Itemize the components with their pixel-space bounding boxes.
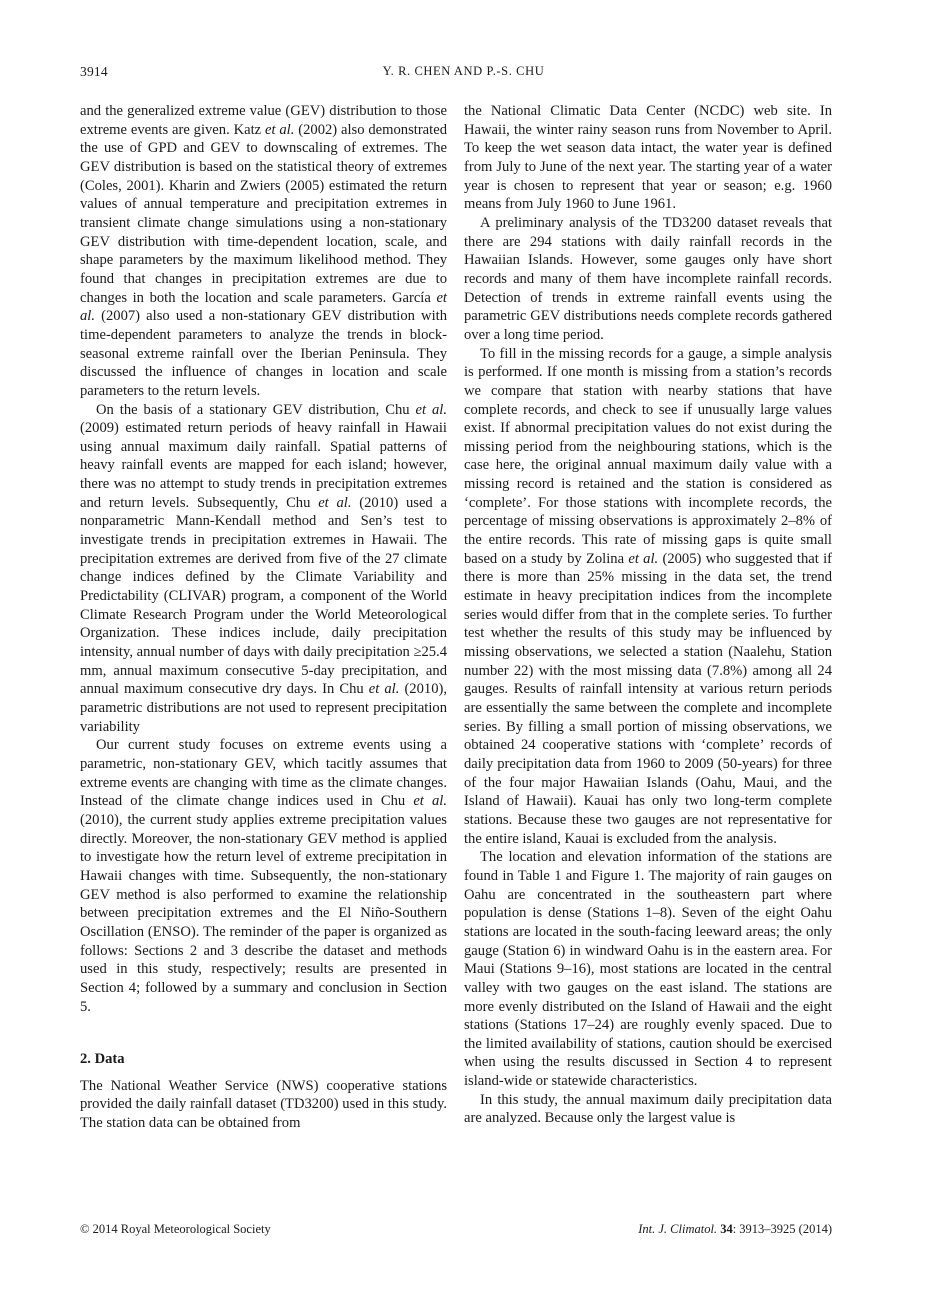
right-paragraph-4: The location and elevation information of the stations are found in Table 1 and Figure 1. The majority of rain gauges on Oahu are concentrated in the southeastern part where population is dense (Stations 1–8). Seven of the eight Oahu stations are located in the south-facing leeward areas; the only gauge (Station 6) in windward Oahu is in the eastern area. For Maui (Stations 9–16), most stations are located in the central valley with two gauges on the east island. The stations are more evenly distributed on the Island of Hawaii and the eight stations (Stations 17–24) are roughly evenly spaced. Due to the limited availability of stations, caution should be exercised when using the results discussed in Section 4 to represent island-wide or statewide characteristics. <box>464 849 832 1090</box>
right-column <box>464 102 832 1128</box>
section-heading-data: 2. Data <box>80 1051 125 1068</box>
journal-pages: : 3913–3925 (2014) <box>732 1222 832 1236</box>
page-number: 3914 <box>80 64 108 79</box>
journal-citation <box>638 1222 832 1237</box>
left-paragraph-2: On the basis of a stationary GEV distribution, Chu et al. (2009) estimated return periods of heavy rainfall in Hawaii using annual maximum daily rainfall. Spatial patterns of heavy rainfall events are mapped for each island; however, there was no attempt to study trends in precipitation extremes and return levels. Subsequently, Chu et al. (2010) used a nonparametric Mann-Kendall method and Sen’s test to investigate trends in precipitation extremes in Hawaii. The precipitation extremes are derived from five of the 27 climate change indices defined by the Climate Variability and Predictability (CLIVAR) program, a component of the World Climate Research Program under the World Meteorological Organization. These indices include, daily precipitation intensity, annual number of days with daily precipitation ≥25.4 mm, annual maximum consecutive 5-day precipitation, and annual maximum consecutive dry days. In Chu et al. (2010), parametric distributions are not used to represent precipitation variability <box>80 401 448 735</box>
right-paragraph-5: In this study, the annual maximum daily precipitation data are analyzed. Because only the largest value is <box>464 1091 832 1127</box>
right-paragraph-1: the National Climatic Data Center (NCDC) web site. In Hawaii, the winter rainy season runs from November to April. To keep the wet season data intact, the water year is defined from July to June of the next year. The starting year of a water year is chosen to represent that year or season; e.g. 1960 means from July 1960 to June 1961. <box>464 103 832 213</box>
left-paragraph-3: Our current study focuses on extreme events using a parametric, non-stationary GEV, which tacitly assumes that extreme events are changing with time as the climate changes. Instead of the climate change indices used in Chu et al. (2010), the current study applies extreme precipitation values directly. Moreover, the non-stationary GEV method is applied to investigate how the return level of extreme precipitation in Hawaii changes with time. Subsequently, the non-stationary GEV method is also performed to examine the relationship between precipitation extremes and the El Niño-Southern Oscillation (ENSO). The reminder of the paper is organized as follows: Sections 2 and 3 describe the dataset and methods used in this study, respectively; results are presented in Section 4; followed by a summary and conclusion in Section 5. <box>80 737 447 1015</box>
journal-name: Int. J. Climatol. <box>638 1222 718 1236</box>
page-header <box>80 64 847 84</box>
left-paragraph-4: The National Weather Service (NWS) cooperative stations provided the daily rainfall dataset (TD3200) used in this study. The station data can be obtained from <box>80 1077 447 1132</box>
right-paragraph-2: A preliminary analysis of the TD3200 dataset reveals that there are 294 stations with daily rainfall records in the Hawaiian Islands. However, some gauges only have short records and many of them have incomplete rainfall records. Detection of trends in extreme rainfall events using the parametric GEV distributions needs complete records gathered over a long time period. <box>464 214 832 343</box>
left-paragraph-1: and the generalized extreme value (GEV) distribution to those extreme events are given. Katz et al. (2002) also demonstrated the use of GPD and GEV to downscaling of extremes. The GEV distribution is based on the statistical theory of extremes (Coles, 2001). Kharin and Zwiers (2005) estimated the return values of annual temperature and precipitation extremes in transient climate change simulations using a non-stationary GEV distribution with time-dependent location, scale, and shape parameters by the maximum likelihood method. They found that changes in precipitation extremes are due to changes in both the location and scale parameters. García et al. (2007) also used a non-stationary GEV distribution with time-dependent parameters to analyze the trends in block-seasonal extreme rainfall over the Iberian Peninsula. They discussed the influence of changes in location and scale parameters to the return levels. <box>80 103 447 399</box>
left-column <box>80 102 447 1133</box>
running-head: Y. R. CHEN AND P.-S. CHU <box>382 64 545 78</box>
right-paragraph-3: To fill in the missing records for a gauge, a simple analysis is performed. If one month is missing from a station’s records we compare that station with nearby stations that have complete records, and check to see if unusually large values exist. If abnormal precipitation values do not exist during the missing period from the neighbouring stations, which is the case here, the original annual maximum daily value with a missing record is retained and the station is considered as ‘complete’. For those stations with incomplete records, the percentage of missing observations is approximately 2–8% of the entire records. This rate of missing gaps is quite small based on a study by Zolina et al. (2005) who suggested that if there is more than 25% missing in the data set, the trend estimate in heavy precipitation indices from the incomplete series would differ from that in the complete series. To further test whether the results of this study may be influenced by missing observations, we selected a station (Naalehu, Station number 22) with the most missing data (7.8%) among all 24 gauges. Results of rainfall intensity at various return periods are essentially the same between the complete and incomplete series. By filling a small portion of missing observations, we obtained 24 cooperative stations with ‘complete’ records of daily precipitation data from 1960 to 2009 (50-years) for three of the four major Hawaiian Islands (Oahu, Maui, and the Island of Hawaii). Kauai has only two long-term complete stations. Because these two gauges are not representative for the entire island, Kauai is excluded from the analysis. <box>464 345 832 847</box>
copyright-notice: © 2014 Royal Meteorological Society <box>80 1222 271 1236</box>
journal-volume: 34 <box>720 1222 733 1236</box>
